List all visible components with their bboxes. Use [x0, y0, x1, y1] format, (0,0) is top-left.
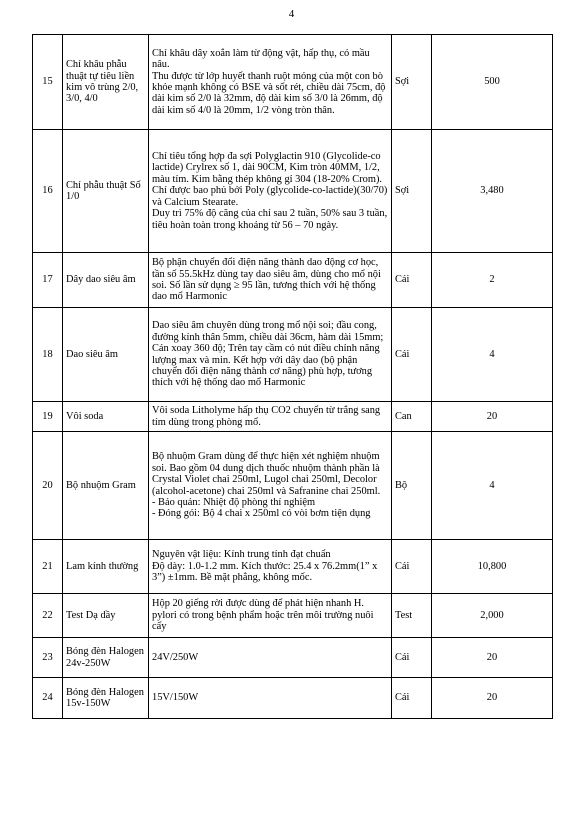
item-unit: Sợi: [392, 35, 432, 130]
item-description: Chỉ khâu dây xoắn làm từ động vật, hấp thụ, có mầu nâu. Thu được từ lớp huyết thanh ruột mỏng của một con bò khỏe mạnh không có BSE và sốt rét, chiều dài 75cm, độ dài kim số 2/0 là 32mm, độ dài kim số 3/0 là 26mm, độ dài kim số 4/0 là 20mm, 1/2 vòng tròn thân.: [149, 35, 392, 130]
item-description: 15V/150W: [149, 678, 392, 719]
item-unit: Cái: [392, 308, 432, 402]
item-description: Bộ phận chuyển đổi điện năng thành dao động cơ học, tần số 55.5kHz dùng tay dao siêu âm, dùng cho mổ nội soi. Số lần sử dụng ≥ 95 lần, tương thích với hệ thống dao mổ Harmonic: [149, 253, 392, 308]
item-quantity: 2,000: [432, 594, 553, 638]
page-number: 4: [288, 8, 295, 20]
table-row: [33, 540, 553, 594]
item-description: Chỉ tiêu tổng hợp đa sợi Polyglactin 910 (Glycolide-co lactide) Crylrex số 1, dài 90CM, Kim tròn 40MM, 1/2, màu tím. Kim bằng thép không gỉ 304 (18-20% Crom). Chỉ được bao phủ bởi Poly (glycolide-co-lactide)(30/70) và Calcium Stearate. Duy trì 75% độ căng của chỉ sau 2 tuần, 50% sau 3 tuần, tiêu hoàn toàn trong khoảng từ 56 – 70 ngày.: [149, 130, 392, 253]
item-quantity: 4: [432, 432, 553, 540]
table-row: [33, 130, 553, 253]
item-name: Bóng đèn Halogen 15v-150W: [63, 678, 149, 719]
item-name: Test Dạ dầy: [63, 594, 149, 638]
table-row: [33, 432, 553, 540]
item-description: Bộ nhuộm Gram dùng để thực hiện xét nghiệm nhuộm soi. Bao gồm 04 dung dịch thuốc nhuộm thành phần là Crystal Violet chai 250ml, Lugol chai 250ml, Decolor (alcohol-acetone) chai 250ml và Safranine chai 250ml. - Bảo quản: Nhiệt độ phòng thí nghiệm - Đóng gói: Bộ 4 chai x 250ml có vòi bơm tiện dụng: [149, 432, 392, 540]
item-quantity: 2: [432, 253, 553, 308]
table-row: [33, 594, 553, 638]
item-quantity: 20: [432, 678, 553, 719]
item-quantity: 10,800: [432, 540, 553, 594]
table-row: [33, 253, 553, 308]
item-number: 23: [33, 638, 63, 678]
item-name: Dao siêu âm: [63, 308, 149, 402]
item-name: Lam kính thường: [63, 540, 149, 594]
item-description: Vôi soda Litholyme hấp thụ CO2 chuyển từ trắng sang tím dùng trong phòng mổ.: [149, 402, 392, 432]
item-unit: Test: [392, 594, 432, 638]
item-quantity: 4: [432, 308, 553, 402]
item-quantity: 3,480: [432, 130, 553, 253]
item-name: Chỉ phẫu thuật Số 1/0: [63, 130, 149, 253]
item-name: Bộ nhuộm Gram: [63, 432, 149, 540]
item-number: 22: [33, 594, 63, 638]
item-quantity: 500: [432, 35, 553, 130]
item-number: 17: [33, 253, 63, 308]
item-description: 24V/250W: [149, 638, 392, 678]
item-unit: Cái: [392, 540, 432, 594]
table-row: [33, 308, 553, 402]
item-description: Hộp 20 giếng rời được dùng để phát hiện nhanh H. pylori có trong bệnh phẩm hoặc trên môi trường nuôi cấy: [149, 594, 392, 638]
item-unit: Cái: [392, 678, 432, 719]
item-number: 21: [33, 540, 63, 594]
item-number: 24: [33, 678, 63, 719]
item-unit: Cái: [392, 253, 432, 308]
item-unit: Cái: [392, 638, 432, 678]
item-unit: Sợi: [392, 130, 432, 253]
item-number: 19: [33, 402, 63, 432]
item-number: 20: [33, 432, 63, 540]
item-number: 15: [33, 35, 63, 130]
item-name: Dây dao siêu âm: [63, 253, 149, 308]
table-row: [33, 35, 553, 130]
item-description: Dao siêu âm chuyên dùng trong mổ nội soi; đầu cong, đường kính thân 5mm, chiều dài 36cm, hàm dài 15mm; Cán xoay 360 độ; Trên tay cầm có nút điều chỉnh năng lượng max và min. Kết hợp với dây dao (bộ phận chuyển đổi điện năng thành cơ năng) phù hợp, tương thích với hệ thống dao mổ Harmonic: [149, 308, 392, 402]
item-number: 18: [33, 308, 63, 402]
item-number: 16: [33, 130, 63, 253]
table-row: [33, 638, 553, 678]
item-name: Bóng đèn Halogen 24v-250W: [63, 638, 149, 678]
item-unit: Bộ: [392, 432, 432, 540]
item-name: Vôi soda: [63, 402, 149, 432]
item-quantity: 20: [432, 638, 553, 678]
item-name: Chỉ khâu phẫu thuật tự tiêu liền kim vô trùng 2/0, 3/0, 4/0: [63, 35, 149, 130]
item-description: Nguyên vật liệu: Kính trung tính đạt chuẩn Độ dày: 1.0-1.2 mm. Kích thước: 25.4 x 76.2mm(1” x 3”) ±1mm. Bề mặt phẳng, không mốc.: [149, 540, 392, 594]
item-quantity: 20: [432, 402, 553, 432]
table-row: [33, 678, 553, 719]
items-table: [32, 34, 553, 719]
table-row: [33, 402, 553, 432]
item-unit: Can: [392, 402, 432, 432]
